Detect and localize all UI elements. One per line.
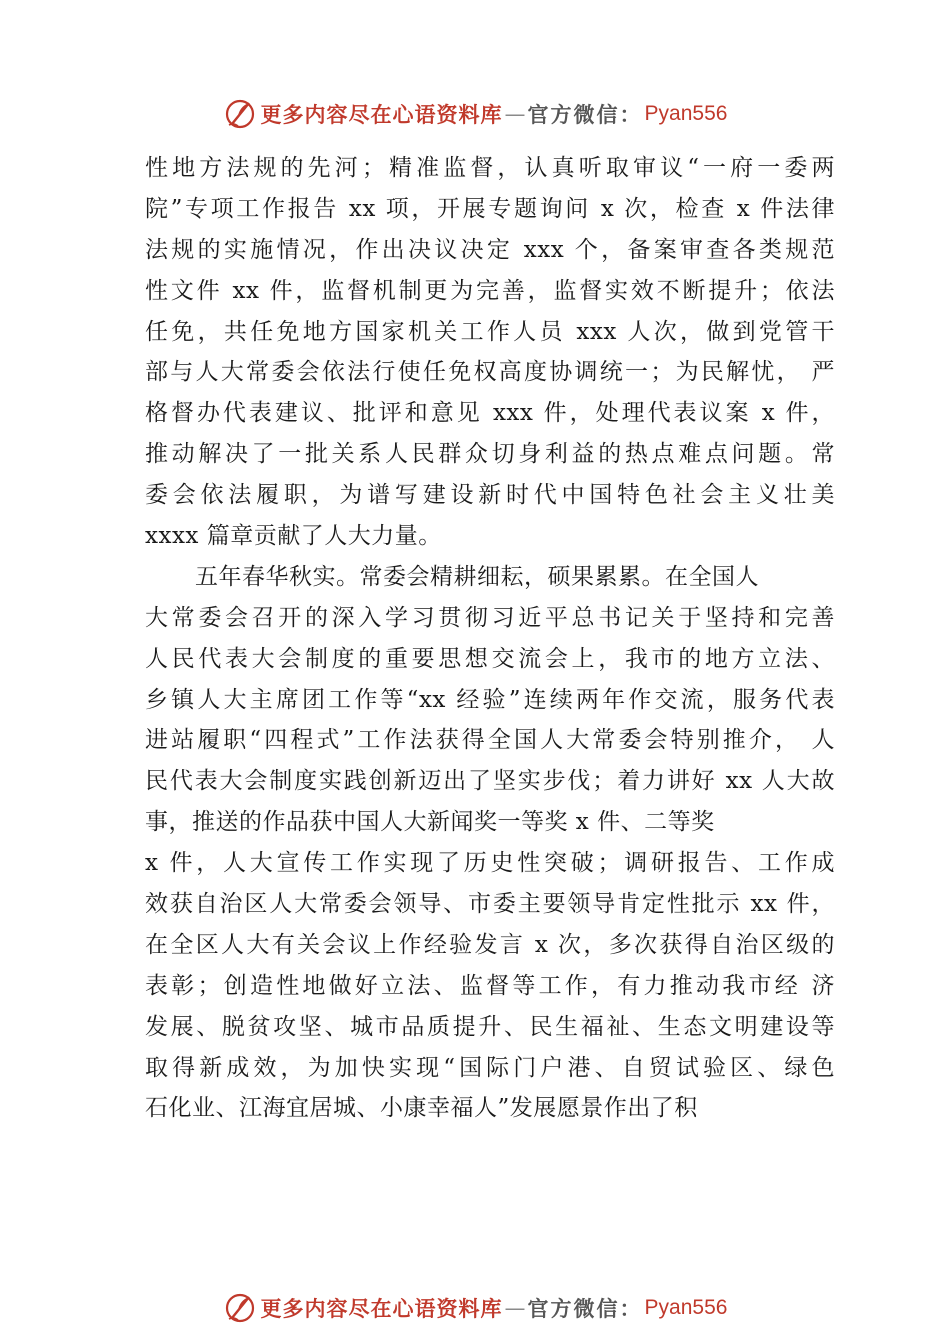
text-line: 效获自治区人大常委会领导、市委主要领导肯定性批示 xx 件， — [145, 891, 835, 918]
footer-official-label: 官方微信： — [527, 1296, 643, 1321]
footer-separator: — — [504, 1296, 526, 1320]
text-line: 格督办代表建议、批评和意见 xxx 件，处理代表议案 x 件， — [145, 400, 835, 427]
text-line: 人民代表大会制度的重要思想交流会上，我市的地方立法、 — [145, 645, 835, 672]
footer-brand: 更多内容尽在心语资料库 — [260, 1296, 503, 1321]
text-line: 发展、脱贫攻坚、城市品质提升、民生福祉、生态文明建设等 — [145, 1013, 835, 1040]
header-banner — [0, 94, 950, 134]
text-line: 任免，共任免地方国家机关工作人员 xxx 人次，做到党管干 — [145, 318, 835, 345]
text-line: 进站履职“四程式”工作法获得全国人大常委会特别推介， 人 — [145, 727, 835, 754]
text-line: 表彰；创造性地做好立法、监督等工作，有力推动我市经 济 — [145, 972, 835, 999]
text-line: 乡镇人大主席团工作等“xx 经验”连续两年作交流，服务代表 — [145, 686, 835, 713]
header-separator: — — [504, 102, 526, 126]
footer-wechat-id: Pyan556 — [644, 1296, 728, 1319]
header-wechat-id: Pyan556 — [644, 102, 728, 125]
quill-logo-icon — [223, 1291, 257, 1325]
text-line: 大常委会召开的深入学习贯彻习近平总书记关于坚持和完善 — [145, 604, 835, 631]
text-line: 委会依法履职，为谱写建设新时代中国特色社会主义壮美 — [145, 482, 835, 509]
text-line: 院”专项工作报告 xx 项，开展专题询问 x 次，检查 x 件法律 — [145, 195, 835, 222]
paragraph-start-line: 五年春华秋实。常委会精耕细耘，硕果累累。在全国人 — [195, 563, 759, 590]
text-line: 在全区人大有关会议上作经验发言 x 次，多次获得自治区级的 — [145, 931, 835, 958]
text-line: 部与人大常委会依法行使任免权高度协调统一；为民解忧， 严 — [145, 359, 835, 386]
text-line: 性文件 xx 件，监督机制更为完善，监督实效不断提升；依法 — [145, 277, 835, 304]
text-line: x 件，人大宣传工作实现了历史性突破；调研报告、工作成 — [145, 850, 835, 877]
footer-banner — [0, 1288, 950, 1328]
text-line: 性地方法规的先河；精准监督，认真听取审议“一府一委两 — [145, 155, 835, 181]
text-line: 取得新成效，为加快实现“国际门户港、自贸试验区、绿色 — [145, 1054, 835, 1081]
text-line: 推动解决了一批关系人民群众切身利益的热点难点问题。常 — [145, 441, 835, 468]
quill-logo-icon — [223, 97, 257, 131]
text-line: 民代表大会制度实践创新迈出了坚实步伐；着力讲好 xx 人大故 — [145, 768, 835, 795]
header-official-label: 官方微信： — [527, 102, 643, 127]
document-body — [145, 148, 835, 1129]
text-line: xxxx 篇章贡献了人大力量。 — [145, 523, 442, 550]
text-line: 事，推送的作品获中国人大新闻奖一等奖 x 件、二等奖 — [145, 809, 715, 836]
header-brand: 更多内容尽在心语资料库 — [260, 102, 503, 127]
text-line: 法规的实施情况，作出决议决定 xxx 个，备案审查各类规范 — [145, 236, 835, 263]
text-line: 石化业、江海宜居城、小康幸福人”发展愿景作出了积 — [145, 1095, 698, 1122]
